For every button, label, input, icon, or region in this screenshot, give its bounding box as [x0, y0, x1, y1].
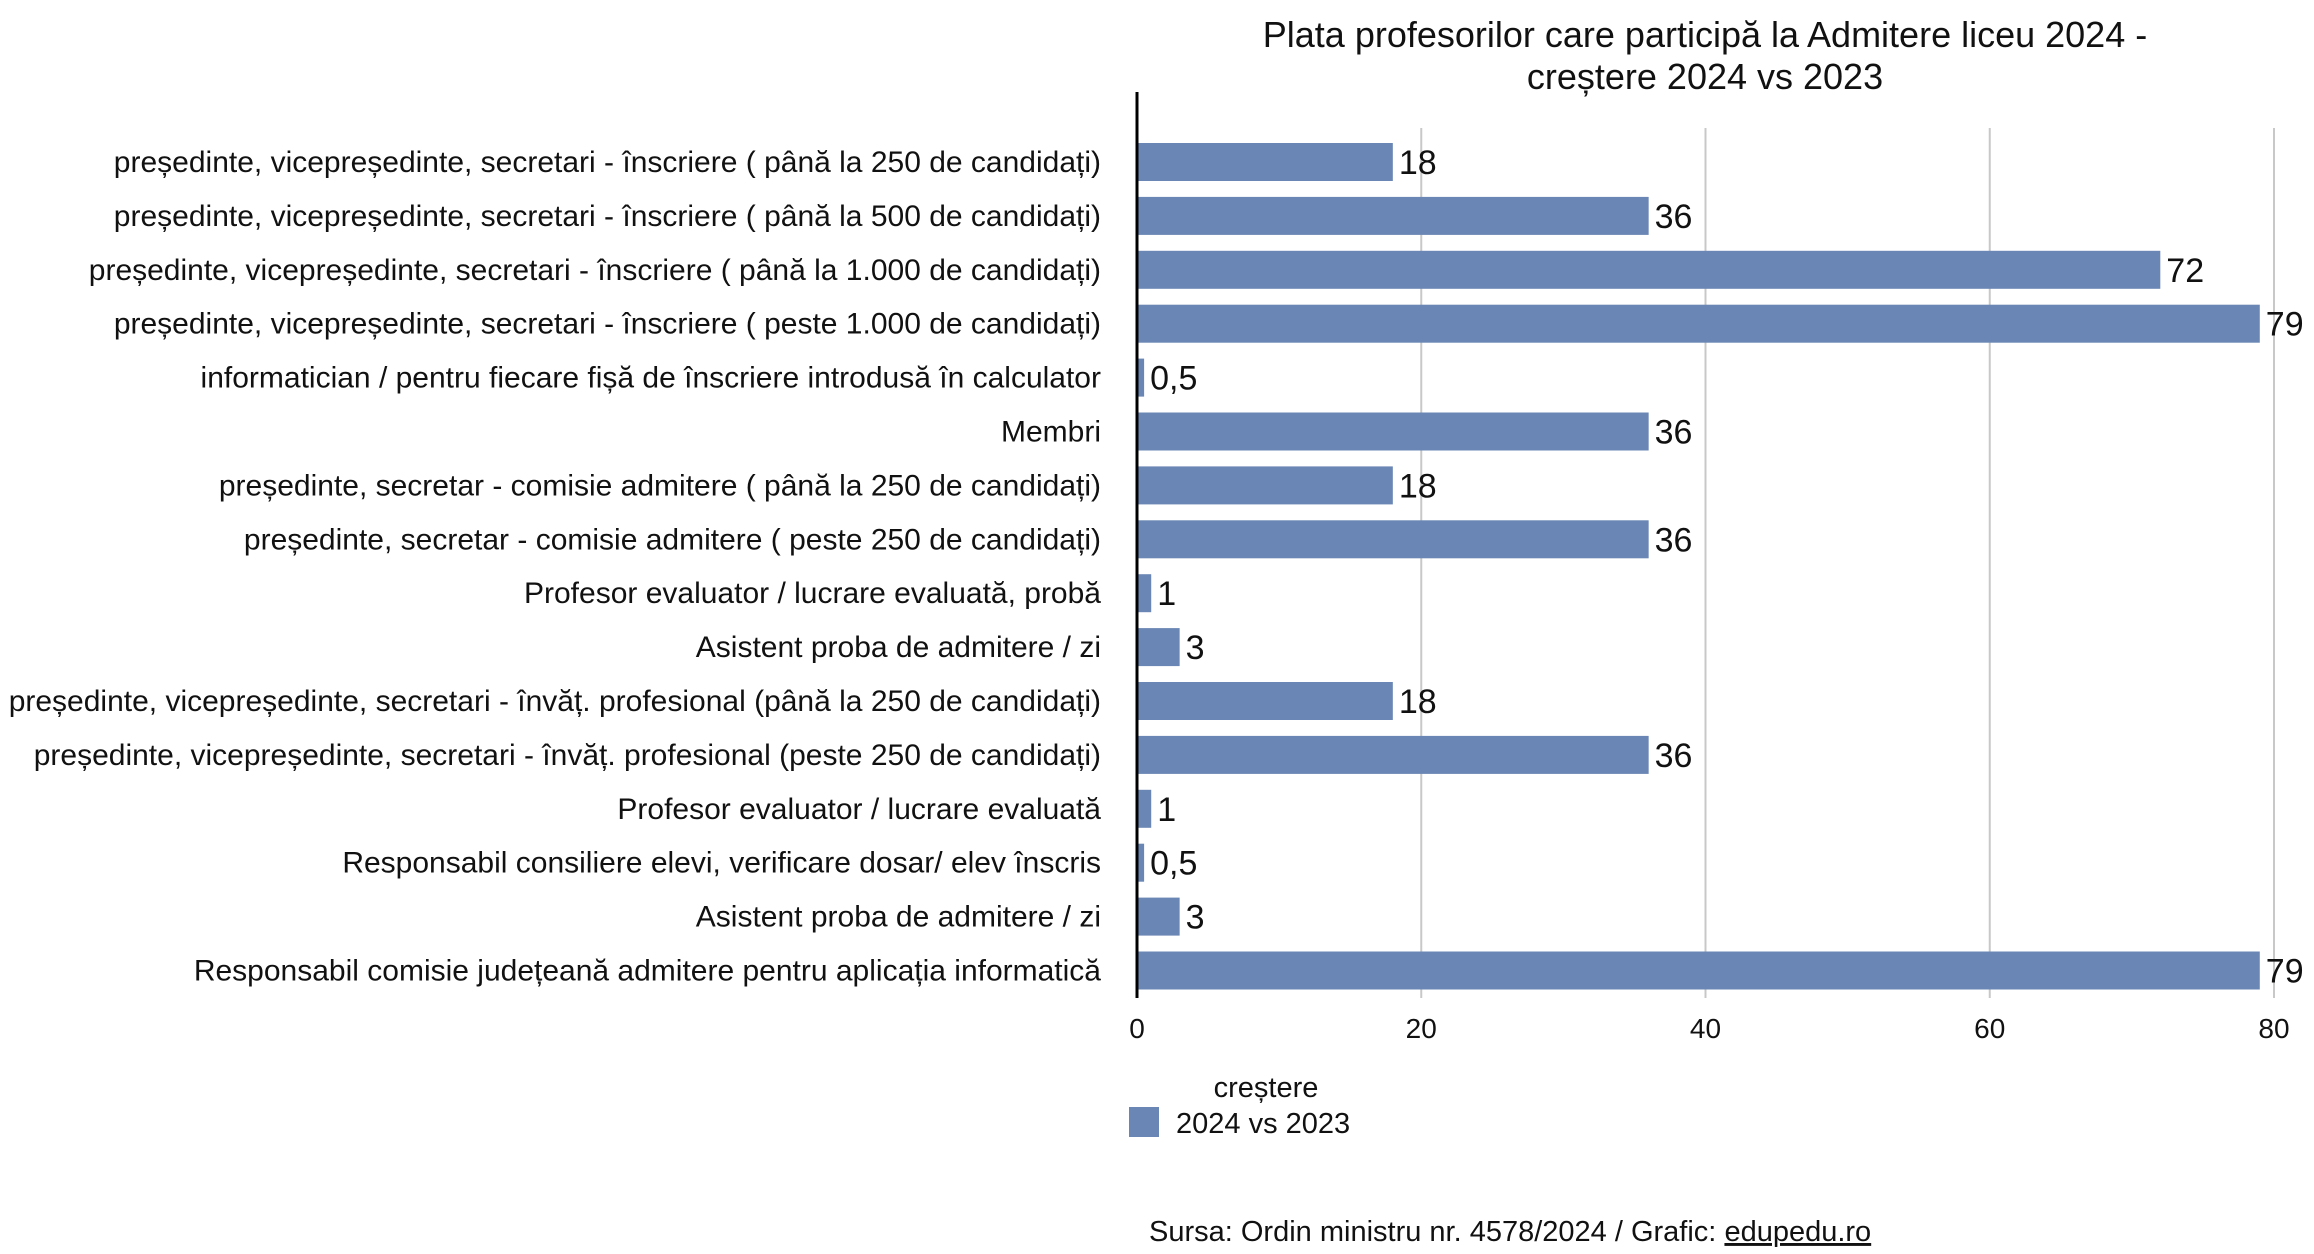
category-label: președinte, vicepreședinte, secretari - înscriere ( până la 500 de candidați) [113, 199, 1101, 233]
category-label: Asistent proba de admitere / zi [695, 631, 1101, 665]
x-tick-label: 80 [2258, 1013, 2290, 1044]
bar [1137, 466, 1393, 504]
source-prefix: Sursa: Ordin ministru nr. 4578/2024 / Grafic: [1149, 1216, 1725, 1248]
chart-title-line-1: Plata profesorilor care participă la Admitere liceu 2024 - [1262, 14, 2148, 55]
bar [1137, 413, 1649, 451]
bar-value-label: 36 [1654, 413, 1693, 452]
bar-value-label: 18 [1398, 144, 1437, 182]
x-tick-label: 60 [1974, 1013, 2006, 1044]
x-tick-label: 0 [1129, 1013, 1145, 1044]
x-axis-tick-labels [1129, 1013, 2289, 1044]
legend-title: creștere [1213, 1072, 1319, 1104]
category-label: informatician / pentru fiecare fișă de înscriere introdusă în calculator [200, 361, 1101, 395]
bar [1137, 305, 2260, 343]
bar [1137, 520, 1649, 558]
bar [1137, 682, 1393, 720]
bar-value-label: 36 [1654, 197, 1693, 236]
chart-title [1263, 14, 2147, 97]
bar-value-label: 1 [1157, 790, 1177, 829]
bar [1137, 952, 2260, 990]
bar [1137, 251, 2160, 289]
bar-value-label: 3 [1185, 629, 1205, 668]
bar-value-label: 72 [2166, 251, 2205, 290]
category-label: Asistent proba de admitere / zi [695, 900, 1101, 934]
svg-text:Sursa: Ordin ministru nr. 4578 [1149, 1216, 1871, 1248]
bar [1137, 574, 1151, 612]
category-labels [9, 146, 1102, 988]
bar-value-label: 3 [1185, 898, 1205, 937]
bar-value-label: 1 [1157, 575, 1177, 614]
bar-value-label: 0,5 [1150, 844, 1198, 883]
x-tick-label: 20 [1405, 1013, 1437, 1044]
category-label: Responsabil consiliere elevi, verificare dosar/ elev înscris [342, 846, 1101, 880]
bar [1137, 790, 1151, 828]
bars [1137, 143, 2260, 990]
category-label: președinte, vicepreședinte, secretari - înscriere ( până la 250 de candidați) [113, 146, 1101, 179]
category-label: Profesor evaluator / lucrare evaluată, probă [524, 577, 1101, 611]
bar-value-label: 0,5 [1150, 359, 1198, 398]
chart-title-line-2: creștere 2024 vs 2023 [1526, 56, 1884, 97]
category-label: președinte, secretar - comisie admitere ( până la 250 de candidați) [218, 469, 1101, 503]
bar [1137, 628, 1180, 666]
legend [1129, 1072, 1350, 1140]
category-label: președinte, vicepreședinte, secretari - înscriere ( peste 1.000 de candidați) [113, 307, 1101, 341]
x-tick-label: 40 [1689, 1013, 1722, 1044]
bar-value-label: 79 [2265, 952, 2304, 991]
category-label: președinte, vicepreședinte, secretari - înscriere ( până la 1.000 de candidați) [88, 253, 1101, 287]
category-label: președinte, vicepreședinte, secretari - învăț. profesional (peste 250 de candidați) [33, 738, 1101, 772]
bar-value-label: 79 [2265, 305, 2304, 344]
category-label: președinte, vicepreședinte, secretari - învăț. profesional (până la 250 de candidați) [8, 685, 1101, 718]
source-link[interactable]: edupedu.ro [1724, 1216, 1872, 1248]
category-label: Membri [1000, 415, 1101, 449]
bar-value-label: 18 [1398, 467, 1437, 506]
category-label: Responsabil comisie județeană admitere pentru aplicația informatică [193, 954, 1101, 988]
category-label: președinte, secretar - comisie admitere ( peste 250 de candidați) [243, 523, 1101, 557]
legend-label: 2024 vs 2023 [1176, 1108, 1351, 1140]
category-label: Profesor evaluator / lucrare evaluată [617, 792, 1101, 826]
bar-value-label: 18 [1398, 683, 1437, 721]
bar [1137, 143, 1393, 181]
legend-swatch [1129, 1107, 1159, 1137]
source-note [1149, 1216, 1871, 1248]
bar-value-label: 36 [1654, 521, 1693, 560]
bar [1137, 736, 1649, 774]
bar [1137, 898, 1180, 936]
bar-value-label: 36 [1654, 736, 1693, 775]
bar [1137, 197, 1649, 235]
